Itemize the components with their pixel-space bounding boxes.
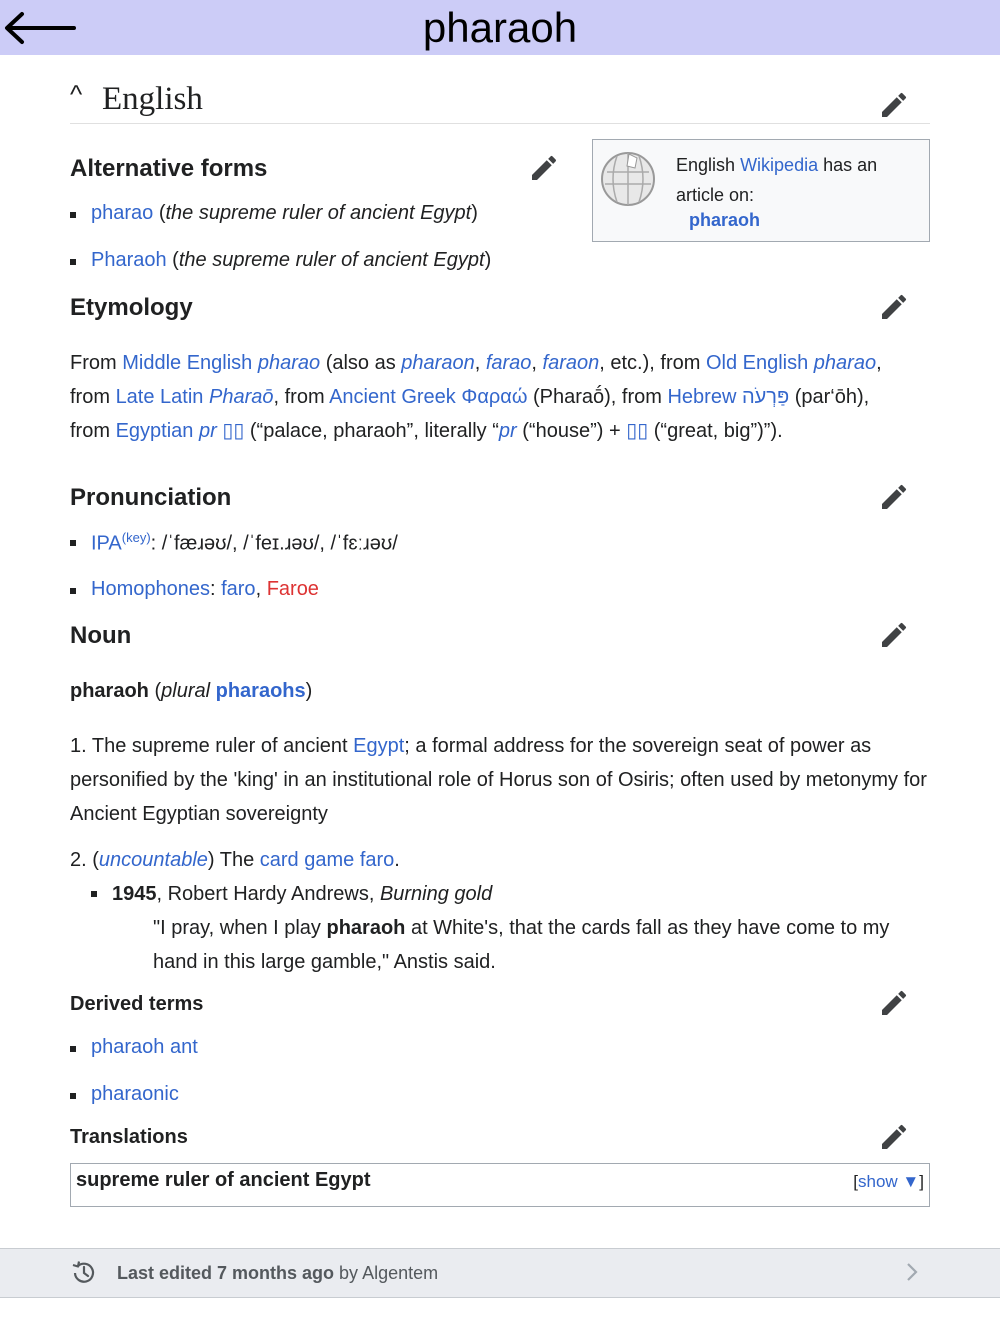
derived-term-link[interactable]: pharaonic (91, 1083, 179, 1105)
link-old-english[interactable]: Old English (705, 352, 809, 374)
hieroglyph-glyph: ▯▯ (626, 420, 649, 442)
bullet-marker (91, 891, 97, 897)
alt-form-link[interactable]: Pharaoh (91, 249, 167, 271)
quotation: 1945, Robert Hardy Andrews, Burning gold "I pray, when I play pharaoh at White's, that the cards fall as they have come to my hand in this large gamble," Anstis said. (91, 877, 930, 979)
language-section-header[interactable] (70, 69, 930, 124)
derived-terms-heading: Derived terms (70, 993, 204, 1015)
ipa-value: : /ˈfæɹəʊ/, /ˈfeɪ.ɹəʊ/, /ˈfɛːɹəʊ/ (150, 532, 398, 555)
noun-headword-line: pharaoh (plural pharaohs) (70, 680, 313, 702)
derived-term-link[interactable]: pharaoh ant (91, 1036, 198, 1058)
ipa-key-link[interactable]: (key) (121, 530, 151, 545)
last-edited-footer[interactable] (0, 1248, 1000, 1298)
hieroglyph-glyph: ▯▯ (222, 420, 245, 442)
edit-pencil-icon[interactable] (878, 291, 910, 323)
link-egyptian[interactable]: Egyptian (115, 420, 194, 442)
edit-pencil-icon[interactable] (528, 152, 560, 184)
alt-form-link[interactable]: pharao (91, 202, 154, 224)
wikipedia-article-link[interactable]: pharaoh (689, 210, 761, 230)
wikipedia-link[interactable]: Wikipedia (740, 155, 819, 175)
link-farao[interactable]: farao (485, 352, 532, 374)
edit-pencil-icon[interactable] (878, 987, 910, 1019)
link-pharao[interactable]: pharao (257, 352, 321, 374)
link-pr-house[interactable]: pr (498, 420, 517, 442)
edit-pencil-icon[interactable] (878, 1121, 910, 1153)
alt-form-gloss: the supreme ruler of ancient Egypt (178, 249, 485, 271)
alt-form-gloss: the supreme ruler of ancient Egypt (165, 202, 472, 224)
last-edited-text: Last edited 7 months ago by Algentem (117, 1263, 439, 1283)
page-title: pharaoh (422, 4, 578, 51)
edit-pencil-icon[interactable] (878, 89, 910, 121)
link-greek-word[interactable]: Φαραώ (461, 386, 528, 408)
link-hebrew[interactable]: Hebrew (667, 386, 737, 408)
edit-pencil-icon[interactable] (878, 481, 910, 513)
etymology-text: From Middle English pharao (also as pharaon, farao, faraon, etc.), from Old English pharao, from Late Latin Pharaō, from Ancient Greek Φαραώ (Pharaṓ), from Hebrew פַּרְעֹה (par‘ōh), from Egyptian pr ▯▯ (“palace, pharaoh”, literally “pr (“house”) + ▯▯ (“great, big”)”). (70, 352, 882, 442)
homophone-faroe-link[interactable]: Faroe (266, 578, 319, 600)
link-late-latin[interactable]: Late Latin (115, 386, 204, 408)
translations-heading: Translations (70, 1126, 188, 1148)
wikipedia-box (592, 139, 930, 242)
link-faraon[interactable]: faraon (542, 352, 600, 374)
etymology-heading: Etymology (70, 294, 193, 321)
triangle-down-icon[interactable]: ▼ (897, 1172, 920, 1191)
link-pr[interactable]: pr (198, 420, 217, 442)
chevron-right-icon[interactable] (905, 1261, 919, 1283)
pronunciation-heading: Pronunciation (70, 484, 232, 511)
chevron-up-icon[interactable]: ^ (70, 79, 83, 109)
show-toggle[interactable]: [show ▼] (853, 1172, 924, 1191)
editor-name: Algentem (362, 1263, 439, 1283)
card-game-faro-link[interactable]: card game faro (259, 849, 395, 871)
wikibox-suffix: has an article on: (676, 155, 878, 205)
translations-table (70, 1163, 930, 1207)
translation-gloss: supreme ruler of ancient Egypt (76, 1169, 371, 1191)
link-pharaon[interactable]: pharaon (401, 352, 475, 374)
noun-heading: Noun (70, 622, 132, 649)
link-ancient-greek[interactable]: Ancient Greek (329, 386, 456, 408)
homophones-link[interactable]: Homophones (91, 578, 210, 600)
ipa-link[interactable]: IPA (91, 532, 122, 555)
uncountable-link[interactable]: uncountable (98, 849, 208, 871)
history-icon (70, 1259, 98, 1287)
link-hebrew-word[interactable]: פַּרְעֹה (741, 386, 790, 408)
headword: pharaoh (70, 680, 149, 702)
language-heading: English (102, 81, 203, 117)
egypt-link[interactable]: Egypt (353, 735, 405, 757)
wikipedia-globe-icon (599, 150, 657, 208)
alternative-forms-heading: Alternative forms (70, 155, 268, 182)
definition-2: 2. (uncountable) The card game faro. (70, 849, 400, 871)
top-bar (0, 0, 1000, 55)
edit-pencil-icon[interactable] (878, 619, 910, 651)
homophone-faro-link[interactable]: faro (221, 578, 256, 600)
link-pharao-latin[interactable]: Pharaō (208, 386, 274, 408)
wikibox-prefix: English (676, 155, 736, 175)
definition-1: 1. The supreme ruler of ancient Egypt; a formal address for the sovereign seat of power as personified by the 'king' in an institutional role of Horus son of Osiris; often used by metonymy for Ancient Egyptian sovereignty (70, 735, 927, 825)
link-old-english-pharao[interactable]: pharao (813, 352, 877, 374)
plural-link[interactable]: pharaohs (215, 680, 306, 702)
link-middle-english[interactable]: Middle English (122, 352, 253, 374)
